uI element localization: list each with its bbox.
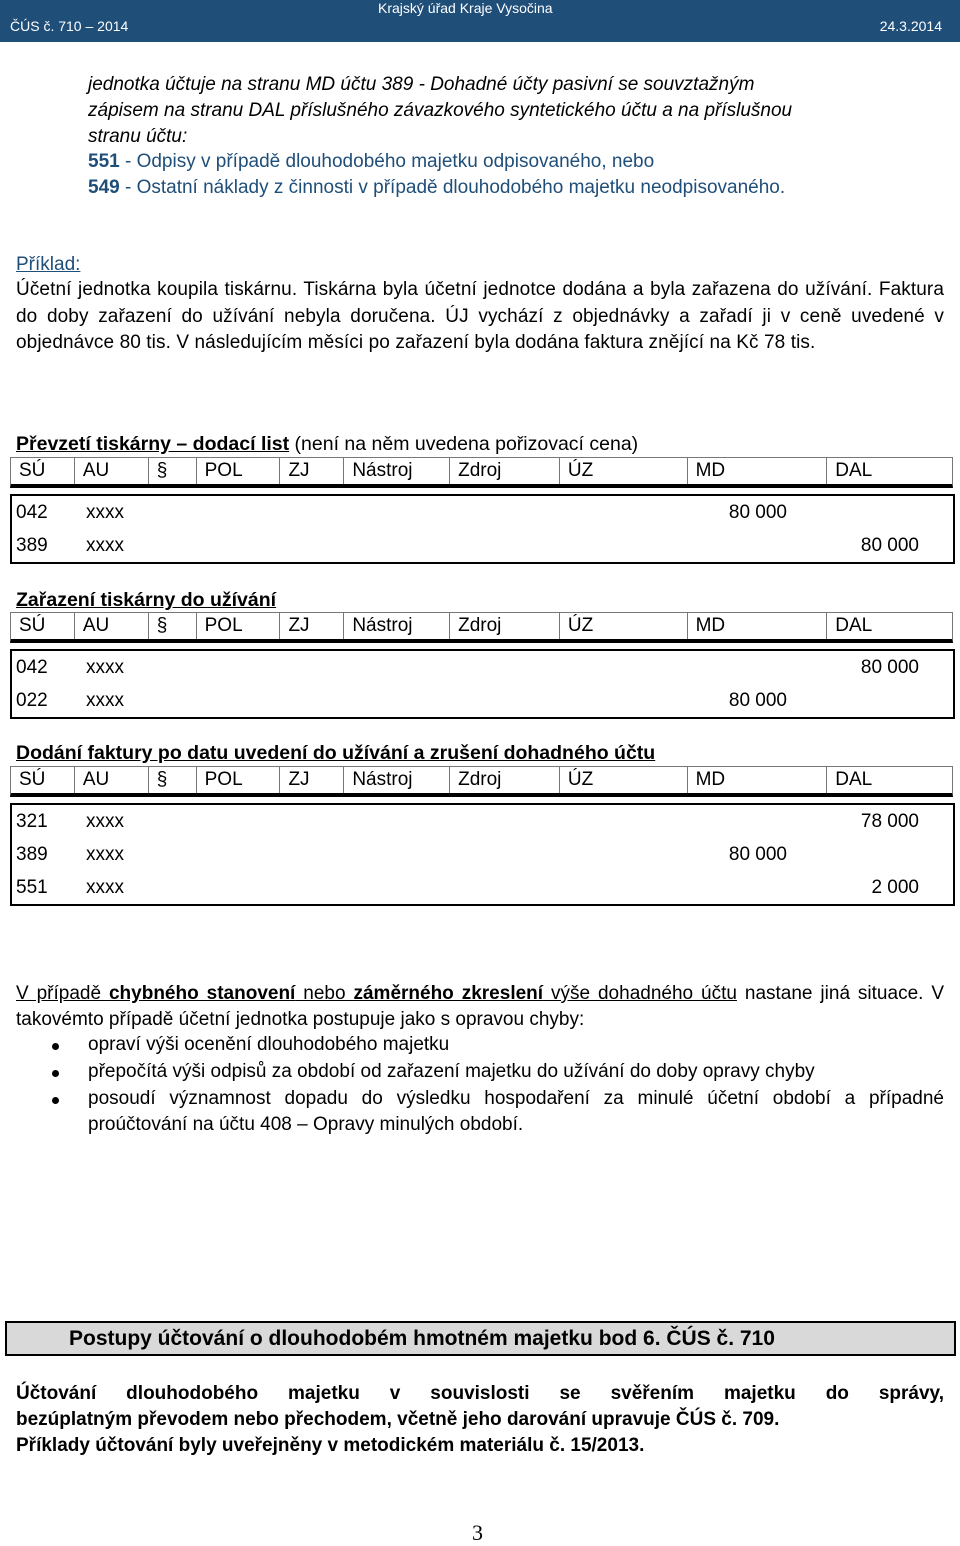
table-header-3 (10, 766, 953, 797)
column-header: § (149, 767, 197, 793)
cell-md: 80 000 (728, 690, 787, 711)
section-title-1: Převzetí tiskárny – dodací list (není na něm uvedena pořizovací cena) (16, 433, 639, 455)
cell-su: 042 (16, 502, 48, 523)
cell-au: xxxx (86, 657, 124, 678)
cell-au: xxxx (86, 535, 124, 556)
section-title-3: Dodání faktury po datu uvedení do užívání a zrušení dohadného účtu (16, 742, 656, 764)
list-item: přepočítá výši odpisů za období od zařazení majetku do užívání do doby opravy chyby (16, 1059, 944, 1085)
column-header: § (149, 613, 197, 639)
column-header: ÚZ (560, 458, 688, 484)
cell-su: 321 (16, 811, 48, 832)
bullet-icon (52, 1043, 59, 1050)
section-heading-box (5, 1321, 956, 1356)
cell-su: 389 (16, 844, 48, 865)
cell-dal: 80 000 (860, 657, 919, 678)
cell-md: 80 000 (728, 844, 787, 865)
list-item: opraví výši ocenění dlouhodobého majetku (16, 1032, 944, 1058)
list-item: posoudí významnost dopadu do výsledku hospodaření za minulé účetní období a případné proúčtování na účtu 408 – Opravy minulých období. (16, 1086, 944, 1138)
column-header: ZJ (280, 613, 344, 639)
correction-list (16, 1032, 944, 1139)
cell-su: 022 (16, 690, 48, 711)
column-header: § (149, 458, 197, 484)
header-office: Krajský úřad Kraje Vysočina (378, 0, 553, 16)
column-header: DAL (835, 615, 873, 636)
cell-au: xxxx (86, 690, 124, 711)
table-row (12, 684, 953, 717)
table-row (12, 871, 953, 904)
example-label: Příklad: (16, 254, 81, 275)
table-row (12, 838, 953, 871)
column-header: ZJ (280, 458, 344, 484)
column-header: DAL (835, 769, 873, 790)
column-header: MD (688, 767, 828, 793)
cell-dal: 78 000 (860, 811, 919, 832)
final-paragraph: Účtování dlouhodobého majetku v souvislosti se svěřením majetku do správy, bezúplatným převodem nebo přechodem, včetně jeho darování upravuje ČÚS č. 709. Příklady účtování byly uveřejněny v metodickém materiálu č. 15/2013. (16, 1383, 944, 1456)
column-header: POL (197, 613, 281, 639)
table-body-2 (10, 649, 955, 719)
column-header: AU (75, 613, 149, 639)
intro-paragraph: jednotka účtuje na stranu MD účtu 389 - Dohadné účty pasivní se souvztažným zápisem na stranu DAL příslušného závazkového syntetického účtu a na příslušnou stranu účtu: (88, 74, 793, 147)
page-number: 3 (472, 1520, 483, 1545)
table-body-3 (10, 803, 955, 906)
table-header-2 (10, 612, 953, 643)
column-header: MD (688, 458, 828, 484)
cell-au: xxxx (86, 811, 124, 832)
cell-dal: 2 000 (871, 877, 919, 898)
column-header: Zdroj (450, 767, 560, 793)
example-text: Účetní jednotka koupila tiskárnu. Tiskárna byla účetní jednotce dodána a byla zařazena do užívání. Faktura do doby zařazení do užívání nebyla doručena. ÚJ vychází z objednávky a zařadí ji v ceně uvedené v objednávce 80 tis. V následujícím měsíci po zařazení byla dodána faktura znějící na Kč 78 tis. (16, 279, 944, 353)
column-header: DAL (835, 460, 873, 481)
column-header: ÚZ (560, 767, 688, 793)
intro-accounts: 551 - Odpisy v případě dlouhodobého majetku odpisovaného, nebo 549 - Ostatní náklady z činnosti v případě dlouhodobého majetku neodpisovaného. (88, 151, 786, 198)
table-row (12, 651, 953, 684)
column-header: POL (197, 767, 281, 793)
cell-su: 551 (16, 877, 48, 898)
section-title-2: Zařazení tiskárny do užívání (16, 589, 277, 611)
column-header: Nástroj (344, 458, 450, 484)
table-body-1 (10, 494, 955, 564)
cell-md: 80 000 (728, 502, 787, 523)
cell-dal: 80 000 (860, 535, 919, 556)
cell-su: 042 (16, 657, 48, 678)
column-header: ÚZ (560, 613, 688, 639)
bullet-icon (52, 1070, 59, 1077)
table-header-1 (10, 457, 953, 488)
column-header: POL (197, 458, 281, 484)
column-header: AU (75, 458, 149, 484)
cell-au: xxxx (86, 877, 124, 898)
cell-su: 389 (16, 535, 48, 556)
column-header: SÚ (11, 458, 75, 484)
table-row (12, 529, 953, 562)
table-row (12, 805, 953, 838)
bullet-icon (52, 1097, 59, 1104)
column-header: MD (688, 613, 828, 639)
column-header: Zdroj (450, 613, 560, 639)
page-header (0, 0, 960, 42)
column-header: AU (75, 767, 149, 793)
error-paragraph: V případě chybného stanovení nebo záměrného zkreslení výše dohadného účtu nastane jiná situace. V takovémto případě účetní jednotka postupuje jako s opravou chyby: (16, 983, 945, 1030)
column-header: SÚ (11, 767, 75, 793)
column-header: Zdroj (450, 458, 560, 484)
section-heading: Postupy účtování o dlouhodobém hmotném majetku bod 6. ČÚS č. 710 (69, 1327, 775, 1350)
header-date: 24.3.2014 (879, 18, 942, 34)
column-header: Nástroj (344, 767, 450, 793)
column-header: Nástroj (344, 613, 450, 639)
header-standard: ČÚS č. 710 – 2014 (10, 18, 129, 34)
table-row (12, 496, 953, 529)
cell-au: xxxx (86, 844, 124, 865)
column-header: ZJ (280, 767, 344, 793)
column-header: SÚ (11, 613, 75, 639)
cell-au: xxxx (86, 502, 124, 523)
